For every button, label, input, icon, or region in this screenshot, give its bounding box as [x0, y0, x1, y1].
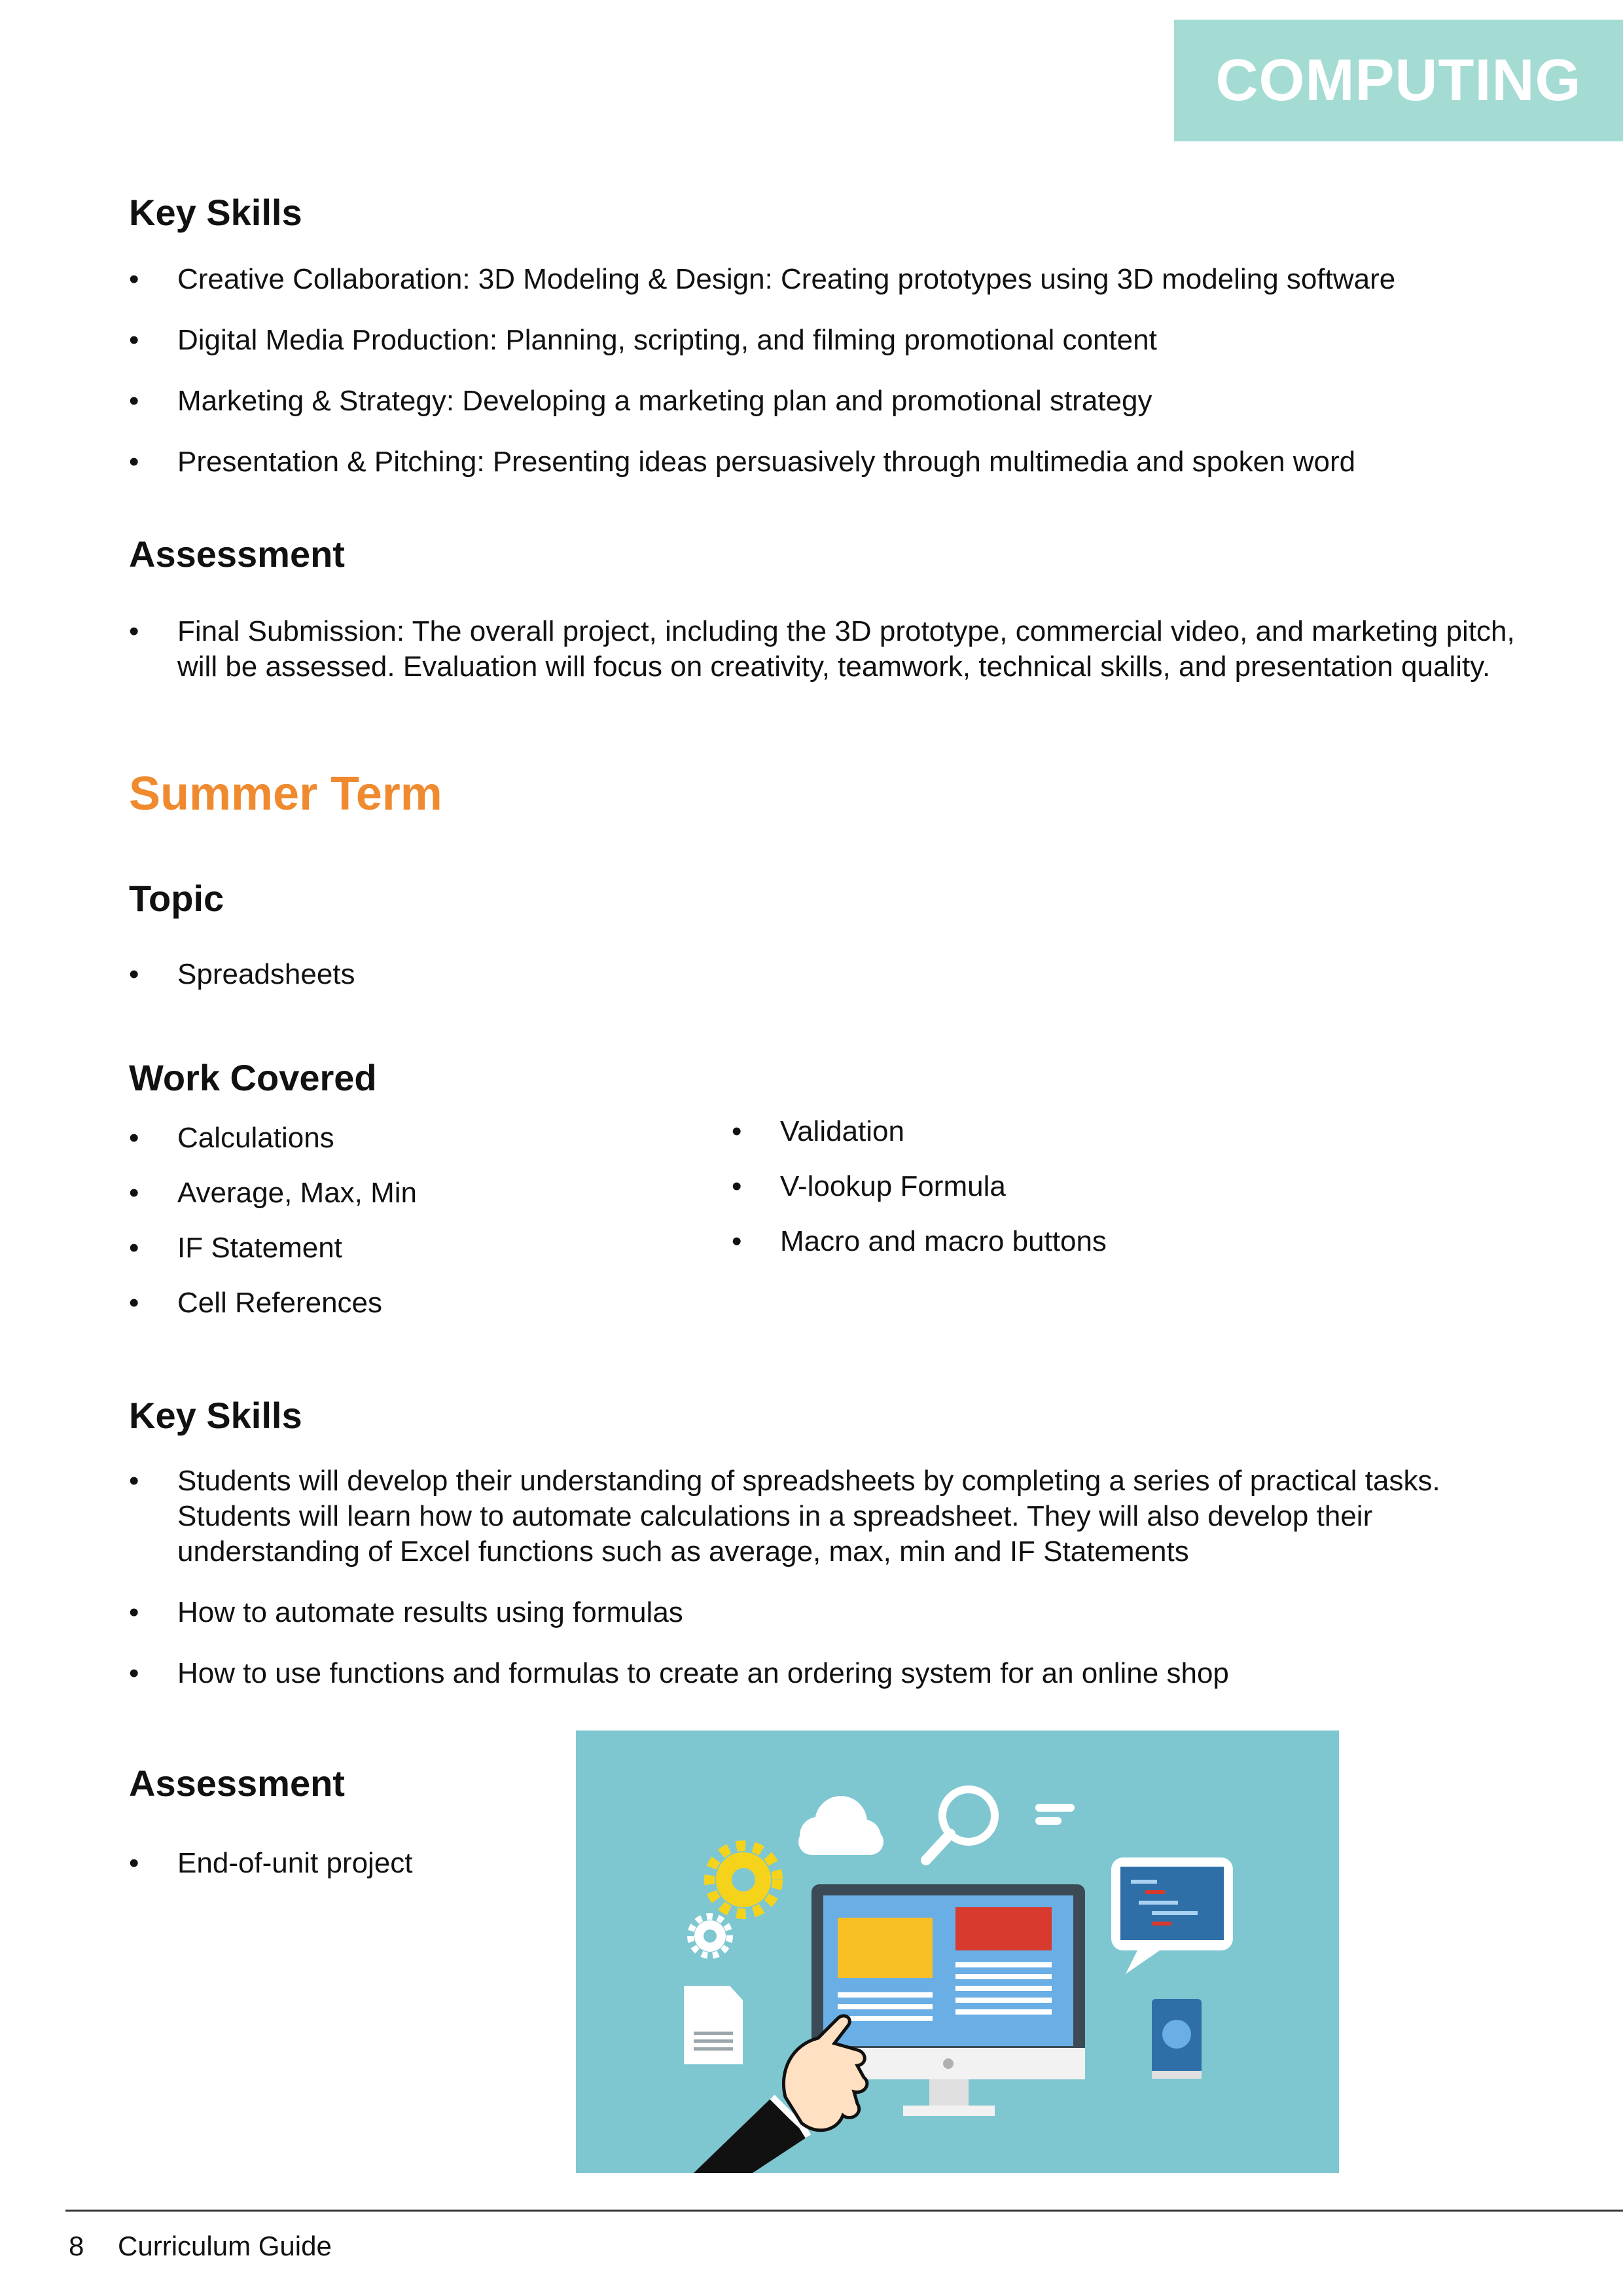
- summer-term-heading: Summer Term: [129, 768, 442, 820]
- assessment-list: [129, 614, 1529, 685]
- document-icon: [684, 1986, 743, 2064]
- list-item: • Calculations: [129, 1121, 705, 1156]
- list-item: • Final Submission: The overall project, including the 3D prototype, commercial video, and marketing pitch, will be assessed. Evaluation will focus on creativity, teamwork, technical skills, and presentation quality.: [129, 614, 1529, 685]
- key-skills-list: [129, 262, 1569, 480]
- work-covered-heading: Work Covered: [129, 1057, 377, 1098]
- footer-title: Curriculum Guide: [118, 2231, 332, 2261]
- list-item: • End-of-unit project: [129, 1846, 535, 1881]
- gear-icon: [709, 1846, 777, 1914]
- gear-icon: [690, 1916, 730, 1956]
- assessment-heading: Assessment: [129, 533, 345, 575]
- key-skills-list: [129, 1463, 1543, 1691]
- list-item: • Macro and macro buttons: [732, 1224, 1386, 1259]
- list-item: • How to use functions and formulas to create an ordering system for an online shop: [129, 1656, 1543, 1691]
- list-item: • Validation: [732, 1114, 1386, 1149]
- phone-icon: [1152, 1999, 1202, 2079]
- list-item: • Spreadsheets: [129, 957, 914, 992]
- page-footer: [69, 2231, 358, 2262]
- page-number: 8: [69, 2231, 84, 2261]
- chat-bubble-icon: [1111, 1857, 1233, 1974]
- cloud-icon: [798, 1796, 883, 1855]
- computer-illustration: [576, 1731, 1339, 2173]
- list-item: • Cell References: [129, 1285, 705, 1321]
- list-item: • Presentation & Pitching: Presenting ideas persuasively through multimedia and spoken word: [129, 444, 1569, 480]
- list-item: • Students will develop their understanding of spreadsheets by completing a series of practical tasks. Students will learn how to automate calculations in a spreadsheet. They will also develop their understanding of Excel functions such as average, max, min and IF Statements: [129, 1463, 1543, 1570]
- footer-divider: [65, 2210, 1623, 2212]
- topic-heading: Topic: [129, 878, 224, 919]
- list-item: • Creative Collaboration: 3D Modeling & Design: Creating prototypes using 3D modeling software: [129, 262, 1569, 297]
- list-item: • V-lookup Formula: [732, 1169, 1386, 1204]
- list-item: • Digital Media Production: Planning, scripting, and filming promotional content: [129, 323, 1569, 358]
- topic-list: [129, 957, 914, 992]
- assessment-list: [129, 1846, 535, 1881]
- list-item: • Average, Max, Min: [129, 1175, 705, 1211]
- text-lines-icon: [1035, 1804, 1075, 1825]
- magnifier-icon: [926, 1789, 995, 1860]
- key-skills-heading: Key Skills: [129, 192, 302, 233]
- work-covered-left-list: [129, 1121, 705, 1321]
- assessment-heading: Assessment: [129, 1763, 345, 1804]
- list-item: • IF Statement: [129, 1230, 705, 1266]
- subject-tab: COMPUTING: [1174, 20, 1623, 141]
- list-item: • Marketing & Strategy: Developing a marketing plan and promotional strategy: [129, 384, 1569, 419]
- work-covered-right-list: [732, 1114, 1386, 1259]
- key-skills-heading: Key Skills: [129, 1395, 302, 1436]
- list-item: • How to automate results using formulas: [129, 1595, 1543, 1630]
